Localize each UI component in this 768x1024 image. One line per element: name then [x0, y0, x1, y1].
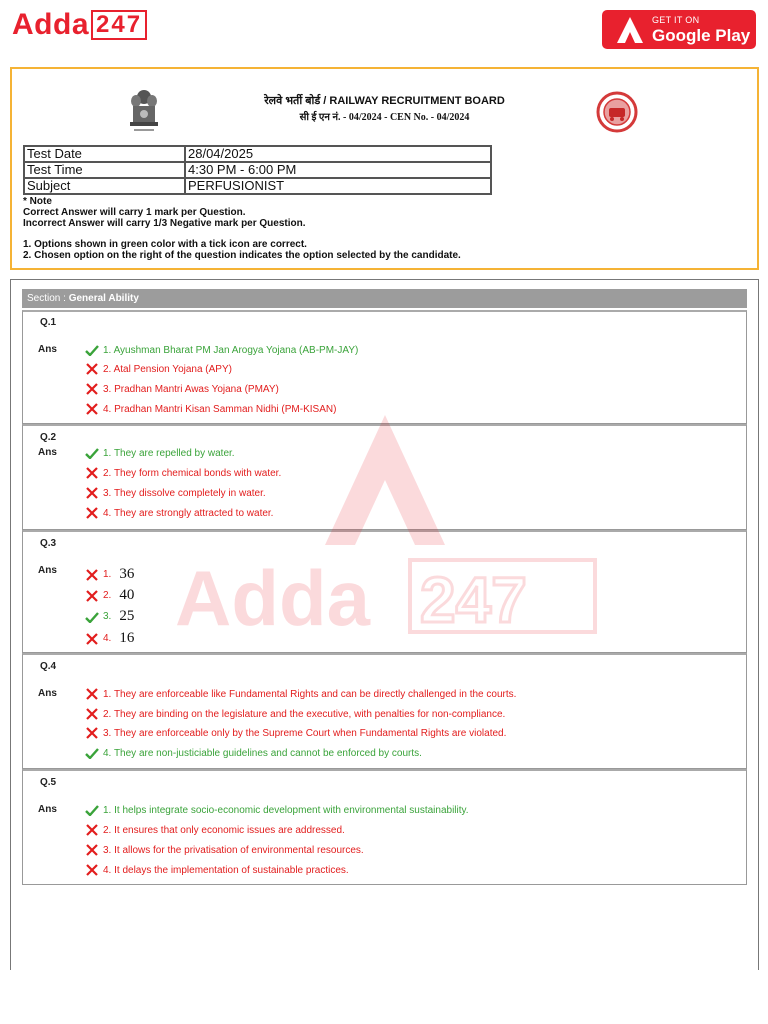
cross-icon [85, 844, 99, 856]
note-green-options: 1. Options shown in green color with a tick icon are correct. [23, 239, 307, 250]
ans-label: Ans [38, 688, 57, 699]
option-wrong [85, 403, 336, 415]
option-value: 16 [119, 630, 135, 646]
option-correct [85, 804, 469, 816]
note-title: * Note [23, 196, 52, 207]
option-text: 1. [103, 569, 112, 580]
option-text: 1. They are enforceable like Fundamental Rights and can be directly challenged in the courts. [103, 688, 517, 700]
option-text: 2. It ensures that only economic issues are addressed. [103, 824, 345, 836]
option-wrong [85, 467, 281, 479]
store-big-text: Google Play [652, 25, 751, 45]
option-text: 4. They are strongly attracted to water. [103, 507, 274, 519]
cross-icon [85, 864, 99, 876]
cross-icon [85, 507, 99, 519]
cross-icon [85, 363, 99, 375]
question-block-2 [22, 424, 747, 530]
test-info-table [23, 145, 492, 195]
board-title: रेलवे भर्ती बोर्ड / RAILWAY RECRUITMENT BOARD [264, 95, 505, 107]
option-correct [85, 747, 422, 759]
option-text: 2. They are binding on the legislature and the executive, with penalties for non-compliance. [103, 708, 506, 720]
ans-label: Ans [38, 344, 57, 355]
tick-icon [85, 611, 99, 623]
option-text: 2. They form chemical bonds with water. [103, 467, 282, 479]
option-wrong [85, 688, 516, 700]
cross-icon [85, 569, 99, 581]
cross-icon [85, 708, 99, 720]
option-wrong [85, 630, 134, 647]
info-row-subject [24, 178, 491, 194]
question-block-3 [22, 530, 747, 653]
option-text: 2. [103, 590, 112, 601]
option-text: 4. They are non-justiciable guidelines and cannot be enforced by courts. [103, 747, 422, 759]
option-text: 3. They dissolve completely in water. [103, 487, 266, 499]
info-row-test-date [24, 146, 491, 162]
question-number: Q.1 [40, 317, 57, 328]
option-wrong [85, 727, 506, 739]
option-wrong [85, 566, 134, 583]
tick-icon [85, 447, 99, 459]
option-text: 3. [103, 611, 112, 622]
option-correct [85, 608, 134, 625]
tick-icon [85, 804, 99, 816]
option-wrong [85, 587, 134, 604]
question-number: Q.5 [40, 777, 57, 788]
option-wrong [85, 708, 505, 720]
option-text: 4. Pradhan Mantri Kisan Samman Nidhi (PM-KISAN) [103, 403, 337, 415]
section-prefix: Section : [27, 293, 69, 304]
railway-logo-icon [596, 91, 638, 133]
brand-number: 247 [91, 10, 147, 40]
tick-icon [85, 344, 99, 356]
note-correct: Correct Answer will carry 1 mark per Question. [23, 207, 246, 218]
section-name: General Ability [68, 293, 139, 304]
cross-icon [85, 487, 99, 499]
question-panel [10, 279, 759, 970]
cross-icon [85, 727, 99, 739]
tick-icon [85, 747, 99, 759]
note-chosen-option: 2. Chosen option on the right of the question indicates the option selected by the candidate. [23, 250, 461, 261]
info-value: 4:30 PM - 6:00 PM [185, 162, 491, 178]
google-play-button[interactable] [602, 10, 756, 49]
option-value: 25 [119, 608, 135, 624]
info-value: PERFUSIONIST [185, 178, 491, 194]
info-key: Test Time [24, 162, 185, 178]
cross-icon [85, 688, 99, 700]
option-wrong [85, 824, 345, 836]
option-wrong [85, 383, 279, 395]
info-value: 28/04/2025 [185, 146, 491, 162]
option-text: 4. It delays the implementation of sustainable practices. [103, 864, 349, 876]
option-wrong [85, 507, 273, 519]
ans-label: Ans [38, 447, 57, 458]
question-number: Q.4 [40, 661, 57, 672]
option-text: 3. It allows for the privatisation of environmental resources. [103, 844, 364, 856]
question-number: Q.3 [40, 538, 57, 549]
option-correct [85, 447, 235, 459]
cross-icon [85, 824, 99, 836]
ans-label: Ans [38, 565, 57, 576]
store-small-text: GET IT ON [652, 14, 700, 25]
option-wrong [85, 864, 349, 876]
question-block-1 [22, 310, 747, 424]
option-text: 1. They are repelled by water. [103, 447, 235, 459]
cross-icon [85, 633, 99, 645]
cross-icon [85, 590, 99, 602]
note-incorrect: Incorrect Answer will carry 1/3 Negative mark per Question. [23, 218, 306, 229]
option-text: 3. Pradhan Mantri Awas Yojana (PMAY) [103, 383, 279, 395]
question-number: Q.2 [40, 432, 57, 443]
option-text: 2. Atal Pension Yojana (APY) [103, 363, 232, 375]
option-value: 40 [119, 587, 135, 603]
question-block-5 [22, 769, 747, 885]
brand-text: Adda [12, 8, 89, 41]
question-block-4 [22, 653, 747, 769]
option-correct [85, 344, 358, 356]
option-text: 1. It helps integrate socio-economic development with environmental sustainability. [103, 804, 469, 816]
option-wrong [85, 363, 232, 375]
exam-header [10, 67, 759, 270]
adda247-logo[interactable] [12, 8, 147, 42]
option-text: 4. [103, 633, 112, 644]
option-wrong [85, 844, 364, 856]
marking-notes [23, 196, 461, 261]
cen-number: सी ई एन नं. - 04/2024 - CEN No. - 04/2024 [299, 112, 470, 123]
cross-icon [85, 467, 99, 479]
option-wrong [85, 487, 266, 499]
option-text: 3. They are enforceable only by the Supreme Court when Fundamental Rights are violated. [103, 727, 507, 739]
section-header [22, 289, 747, 308]
info-key: Test Date [24, 146, 185, 162]
adda-app-icon [614, 14, 646, 46]
cross-icon [85, 403, 99, 415]
option-text: 1. Ayushman Bharat PM Jan Arogya Yojana (AB-PM-JAY) [103, 344, 359, 356]
info-key: Subject [24, 178, 185, 194]
cross-icon [85, 383, 99, 395]
ans-label: Ans [38, 804, 57, 815]
info-row-test-time [24, 162, 491, 178]
option-value: 36 [119, 566, 135, 582]
